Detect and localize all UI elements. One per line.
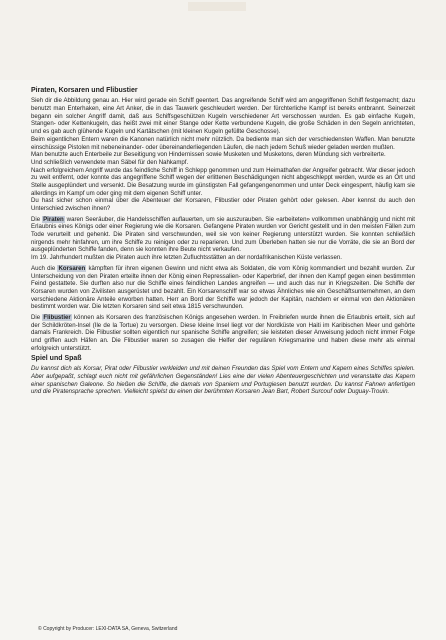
flibustier-keyword: Flibustier: [43, 313, 71, 321]
article-title: Piraten, Korsaren und Flibustier: [31, 87, 138, 94]
entern-paragraph: Beim eigentlichen Entern waren die Kanonen natürlich nicht mehr nützlich. Da bediente man sich der verschiedensten Waffen. Man benutzte einschüssige Pistolen mit nebeneinander- oder übereinanderliegenden Läufen, die nach jedem Schuß wieder geladen werden mußten.: [31, 135, 415, 151]
piraten-text: waren Seeräuber, die Handelsschiffen auflauerten, um sie auszurauben. Sie «arbeiteten» vollkommen unabhängig und nicht mit Erlaubnis eines Königs oder einer Regierung wie die Korsaren. Gefangene Piraten wurden vor Gericht gestellt und in den meisten Fällen zum Tode verurteilt und gehenkt. Die Piraten sind verschwunden, weil sie von keiner Regierung unterstützt wurden. Sie konnten schließlich nirgends mehr hinfahren, um ihre Schiffe zu reinigen oder zu reparieren. Und zum Überleben hatten sie nur die Vorräte, die sie an Bord der ausgeplünderten Schiffe fanden, denn sie konnten ihre Beute nicht verkaufen.: [31, 215, 415, 254]
play-section-title: Spiel und Spaß: [31, 355, 82, 363]
century-paragraph: Im 19. Jahrhundert mußten die Piraten auch ihre letzten Zufluchtsstätten an der nordafrikanischen Küste verlassen.: [31, 254, 342, 262]
korsaren-text: kämpften für ihren eigenen Gewinn und nicht etwa als Soldaten, die vom König kommandiert und bezahlt wurden. Zur Unterscheidung von den Piraten erteilte ihnen der König einen Repressalien- oder Kaperbrief, der ihnen den Kampf gegen einen bestimmten Feind gestattete. Sie durften also nur die Schiffe eines feindlichen Landes angreifen — und auch das nur in Kriegszeiten. Die Schiffe der Korsaren wurden von Zivilisten ausgerüstet und bezahlt. Ein Korsarenschiff war so etwas Ähnliches wie ein Geschäftsunternehmen, an dem verschiedene Aktionäre Anteile erworben hatten. Herr an Bord der Schiffe war jedoch der Kapitän, nachdem er einmal von den Aktionären bestimmt worden war. Die letzten Korsaren sind seit etwa 1815 verschwunden.: [31, 264, 415, 311]
faint-header-mark: [188, 2, 246, 11]
intro-paragraph: Sieh dir die Abbildung genau an. Hier wird gerade ein Schiff geentert. Das angreifende Schiff wird am angegriffenen Schiff festgemacht; dazu benutzt man Enterhaken, eine Art Anker, die in das Tauwerk geschleudert werden. Der fürchterliche Kampf ist bereits entbrannt. Seinerzeit begann ein solcher Angriff damit, daß aus Schiffsgeschützen Kugeln verschiedener Art verschossen wurden. Es gab einfache Kugeln, Stangen- oder Kettenkugeln, das heißt zwei mit einer Stange oder Kette verbundene Kugeln, die große Schäden in den Segeln anrichteten, und es gab auch glühende Kugeln und Kartätschen (mit kleinen Kugeln gefüllte Geschosse).: [31, 97, 415, 136]
piraten-lead: Die: [31, 215, 43, 223]
schlepp-paragraph: Nach erfolgreichem Angriff wurde das feindliche Schiff in Schlepp genommen und zum Heimathafen der Angreifer gebracht. War dieser jedoch zu weit entfernt, oder konnte das angegriffene Schiff wegen der erlittenen Beschädigungen nicht abgeschleppt werden, wurde es an Ort und Stelle ausgeplündert und versenkt. Die Besatzung wurde im günstigsten Fall gefangengenommen und unter Deck eingesperrt, häufig kam sie allerdings im Kampf um oder ging mit dem eigenen Schiff unter.: [31, 166, 415, 197]
saebel-paragraph: Und schließlich verwendete man Säbel für den Nahkampf.: [31, 158, 189, 166]
article: [31, 87, 415, 396]
play-paragraph: Du kannst dich als Korsar, Pirat oder Flibustier verkleiden und mit deinen Freunden das Spiel vom Entern und Kapern eines Schiffes spielen. Aber aufgepaßt, schlagt euch nicht mit gefährlichen Gegenständen! Lies eine der vielen Abenteuergeschichten und veranstalte das Kapern einer spanischen Galeone. So hießen die Schiffe, die damals von Spaniern und Portugiesen benutzt wurden. Du kannst Fahnen anfertigen und die Piratensprache sprechen. Vielleicht spielst du einen der berühmten Korsaren Jean Bart, Robert Surcouf oder Duguay-Trouin.: [31, 365, 415, 396]
copyright-footer: © Copyright by Producer: LEXI-DATA SA, Geneva, Switzerland: [38, 626, 178, 632]
korsaren-paragraph: [31, 265, 415, 311]
korsaren-lead: Auch die: [31, 264, 58, 272]
question-paragraph: Du hast sicher schon einmal über die Abenteuer der Korsaren, Flibustier oder Piraten gehört oder gelesen. Aber kennst du auch den Unterschied zwischen ihnen?: [31, 197, 415, 213]
header-strip: [0, 0, 446, 80]
flibustier-paragraph: [31, 314, 415, 352]
piraten-paragraph: [31, 216, 415, 254]
korsaren-keyword: Korsaren: [58, 264, 86, 272]
enterbeile-paragraph: Man benutzte auch Enterbeile zur Beseitigung von Hindernissen sowie Musketen und Musketons, deren Mündung sich verbreiterte.: [31, 151, 386, 159]
piraten-keyword: Piraten: [43, 215, 64, 223]
flibustier-text: können als Korsaren des französischen Königs angesehen werden. In Freibriefen wurde ihnen die Erlaubnis erteilt, sich auf der Schildkröten-Insel (Ile de la Tortue) zu versorgen. Diese kleine Insel liegt vor der Nordküste von Haiti im Karibischen Meer und gehörte damals Frankreich. Die Flibustier sollten eigentlich nur spanische Schiffe angreifen; sie leisteten dieser Anweisung jedoch nicht immer Folge und griffen auch Häfen an. Die Flibustier waren so zusagen die Helfer der regulären Kriegsmarine und haben diese mehr als einmal erfolgreich unterstützt.: [31, 313, 415, 352]
flibustier-lead: Die: [31, 313, 43, 321]
